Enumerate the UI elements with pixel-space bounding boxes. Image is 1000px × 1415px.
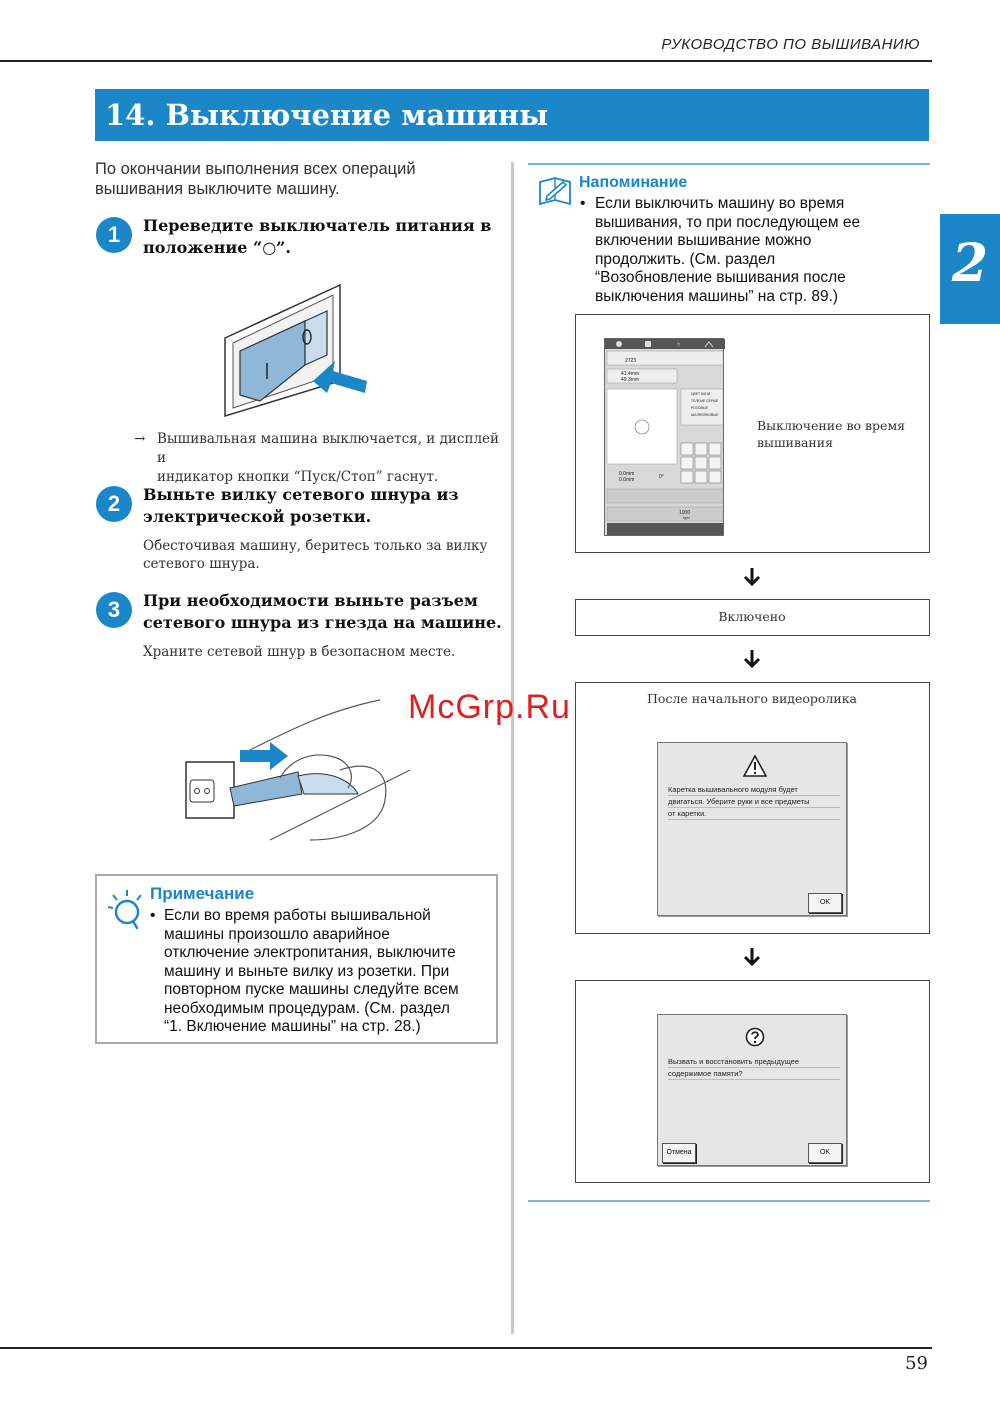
resume-memory-line-1: Вызвать и восстановить предыдущее	[668, 1056, 840, 1068]
memo-line-6: выключения машины” на стр. 89.)	[595, 287, 839, 305]
note-line-7: “1. Включение машины” на стр. 28.)	[164, 1018, 421, 1035]
flow-box-power-on	[575, 599, 930, 636]
step-3-title-line-2: сетевого шнура из гнезда на машине.	[143, 613, 502, 632]
note-text	[150, 907, 492, 1037]
carriage-warning-line-3: от каретки.	[668, 808, 840, 820]
note-line-6: необходимым процедурам. (См. раздел	[164, 999, 450, 1017]
memo-pencil-icon	[537, 174, 573, 206]
column-divider	[511, 162, 514, 1334]
note-bullet: •	[150, 907, 156, 924]
step-1-title-line-2: положение “○”.	[143, 238, 291, 257]
step-2-body-line-2: сетевого шнура.	[143, 556, 260, 572]
step-1-number: 1	[96, 217, 132, 253]
carriage-warning-ok-button[interactable]: OK	[808, 893, 842, 913]
step-2-body	[143, 537, 503, 573]
screen-size-h: 49.3mm	[621, 377, 640, 383]
memo-title: Напоминание	[579, 174, 688, 191]
flow-arrow-down-3-icon	[742, 947, 762, 967]
flow-label-after-intro: После начального видеоролика	[647, 691, 857, 706]
carriage-warning-dialog	[657, 742, 847, 916]
resume-memory-cancel-button[interactable]: Отмена	[662, 1143, 696, 1163]
page-title: 14. Выключение машины	[95, 89, 929, 141]
step-3-title	[143, 590, 502, 634]
note-line-1: Если во время работы вышивальной	[164, 907, 431, 924]
unplug-cord-illustration	[180, 690, 420, 860]
resume-memory-dialog	[657, 1014, 847, 1166]
screen-list-item-2: ТЕЛЕЫЕ СЕРЫЕ	[691, 399, 719, 403]
step-3-number: 3	[96, 592, 132, 628]
screen-angle: 0°	[659, 474, 664, 480]
memo-rule-bottom	[528, 1200, 930, 1202]
note-box	[95, 874, 498, 1044]
running-header: РУКОВОДСТВО ПО ВЫШИВАНИЮ	[661, 36, 920, 53]
screen-list-item-1: ЦВЕТ КАНИ	[691, 392, 711, 396]
step-2-number: 2	[96, 486, 132, 522]
resume-memory-line-2: содержимое памяти?	[668, 1068, 840, 1080]
flow-label-embroidering-line-1: Выключение во время	[757, 418, 906, 433]
screen-size-w: 41.4mm	[621, 371, 640, 377]
svg-text:?: ?	[677, 343, 680, 349]
pull-direction-arrow-icon	[240, 742, 288, 770]
memo-line-2: вышивания, то при последующем ее	[595, 213, 861, 231]
result-arrow-icon: →	[134, 431, 146, 447]
step-1-result	[134, 430, 504, 487]
watermark: McGrp.Ru	[408, 688, 571, 726]
carriage-warning-message	[668, 784, 840, 820]
note-line-5: повторном пуске машины следуйте всем	[164, 981, 459, 998]
screen-speed-unit: spm	[683, 516, 690, 520]
step-2-title-line-2: электрической розетки.	[143, 507, 372, 526]
flow-arrow-down-2-icon	[742, 649, 762, 669]
step-3-body	[143, 643, 503, 661]
memo-rule-top	[528, 163, 930, 165]
footer-rule	[0, 1347, 932, 1349]
step-3-body-line-1: Храните сетевой шнур в безопасном месте.	[143, 644, 456, 660]
memo-line-5: “Возобновление вышивания после	[595, 269, 846, 286]
screen-offset-x: 0.0mm	[619, 471, 635, 477]
question-icon	[745, 1027, 765, 1047]
embroidery-screen-graphic	[605, 339, 725, 537]
note-title: Примечание	[150, 884, 255, 903]
header-rule	[0, 60, 932, 62]
flow-label-embroidering-line-2: вышивания	[757, 435, 833, 450]
step-1-title-line-1: Переведите выключатель питания в	[143, 216, 492, 235]
memo-bullet: •	[580, 195, 586, 212]
note-line-4: машину и выньте вилку из розетки. При	[164, 962, 450, 980]
note-line-2: машины произошло аварийное	[164, 925, 390, 943]
page-number: 59	[905, 1353, 928, 1374]
screen-stitch-count: 2723	[625, 358, 637, 364]
memo-line-1: Если выключить машину во время	[595, 195, 845, 212]
step-1-result-line-1: Вышивальная машина выключается, и дисплей и	[157, 431, 500, 466]
screen-list-item-3: РОЗОВЫЕ	[691, 406, 708, 410]
power-switch-illustration	[215, 283, 375, 423]
screen-list-item-4: ШАЛФЕЙНОВЫЕ	[691, 413, 719, 417]
step-2-body-line-1: Обесточивая машину, беритесь только за вилку	[143, 538, 488, 554]
lightbulb-icon	[107, 888, 145, 932]
memo-line-3: включении вышивание можно	[595, 232, 812, 249]
screen-offset-y: 0.0mm	[619, 477, 635, 483]
step-2-title	[143, 484, 459, 528]
memo-line-4: продолжить. (См. раздел	[595, 250, 776, 268]
resume-memory-ok-button[interactable]: OK	[808, 1143, 842, 1163]
step-1-title	[143, 215, 491, 259]
flow-arrow-down-1-icon	[742, 567, 762, 587]
resume-memory-message	[668, 1056, 840, 1080]
intro-text: По окончании выполнения всех операций вышивания выключите машину.	[95, 160, 416, 198]
carriage-warning-line-1: Каретка вышивального модуля будет	[668, 784, 840, 796]
flow-label-embroidering	[757, 417, 917, 451]
note-line-3: отключение электропитания, выключите	[164, 944, 456, 961]
warning-triangle-icon	[743, 755, 767, 777]
chapter-tab[interactable]: 2	[940, 214, 1000, 324]
step-3-title-line-1: При необходимости выньте разъем	[143, 591, 478, 610]
step-1-result-line-2: индикатор кнопки “Пуск/Стоп” гаснут.	[157, 469, 439, 485]
memo-text	[580, 195, 900, 306]
flow-label-power-on: Включено	[718, 609, 786, 624]
step-2-title-line-1: Выньте вилку сетевого шнура из	[143, 485, 459, 504]
carriage-warning-line-2: двигаться. Уберите руки и все предметы	[668, 796, 840, 808]
embroidery-screen	[604, 338, 724, 536]
screen-speed: 1000	[679, 510, 691, 516]
